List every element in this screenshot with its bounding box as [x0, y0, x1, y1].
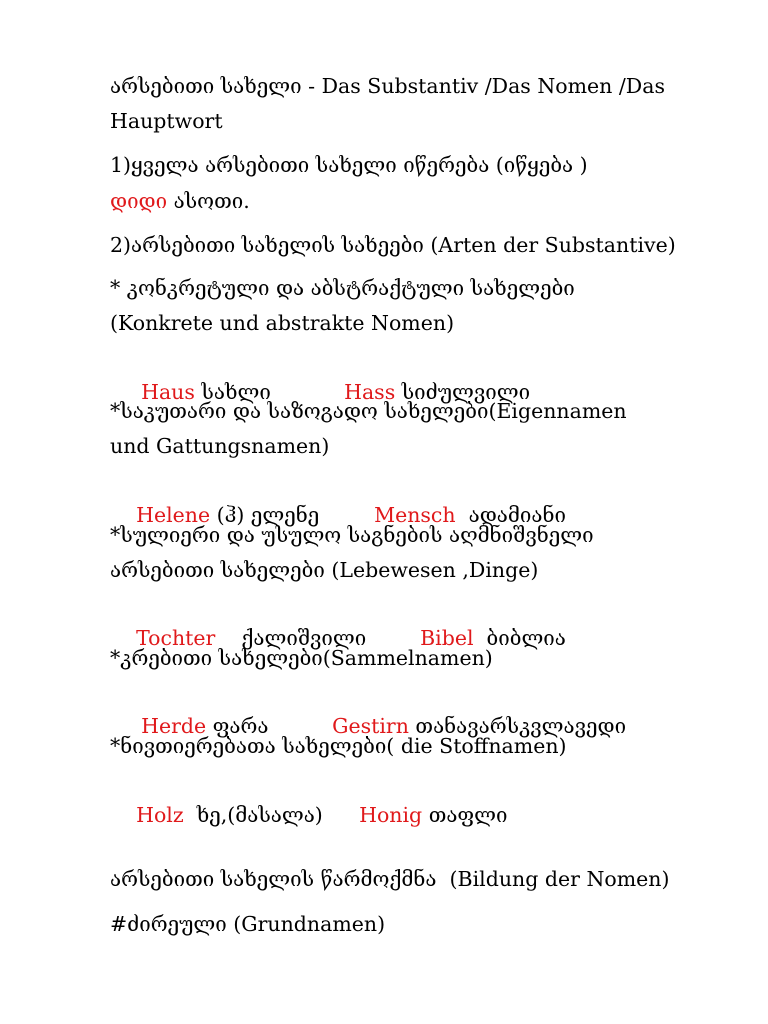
- rule-1-line-2: [110, 189, 250, 213]
- example-ka-word: (ჰ) ელენე: [210, 503, 320, 527]
- example-ka-word: ქალიშვილი: [215, 626, 367, 650]
- example-de-word: Holz: [136, 803, 184, 827]
- example-de-word: Tochter: [136, 626, 216, 650]
- section-heading: *კრებითი სახელები(Sammelnamen): [110, 646, 493, 670]
- example-row: [110, 779, 323, 851]
- example-ka-word: თაფლი: [422, 803, 508, 827]
- rule-1-rest: ასოთი.: [167, 189, 250, 213]
- rule-2-line: 2)არსებითი სახელის სახეები (Arten der Substantive): [110, 233, 676, 257]
- example-ka-word: სიძულვილი: [395, 380, 531, 404]
- section-heading-cont: (Konkrete und abstrakte Nomen): [110, 311, 455, 335]
- example-de-word: Hass: [344, 380, 396, 404]
- example-de-word: Helene: [136, 503, 211, 527]
- example-ka-word: თანავარსკვლავედი: [408, 714, 627, 738]
- example-de-word: Gestirn: [332, 714, 409, 738]
- example-ka-word: ადამიანი: [455, 503, 566, 527]
- example-ka-word: ბიბლია: [473, 626, 566, 650]
- example-ka-word: სახლი: [194, 380, 271, 404]
- example-de-word: Haus: [141, 380, 195, 404]
- example-de-word: Herde: [141, 714, 207, 738]
- example-row: [333, 779, 507, 851]
- example-de-word: Honig: [359, 803, 423, 827]
- section-heading: *ნივთიერებათა სახელები( die Stoffnamen): [110, 734, 567, 758]
- example-de-word: Bibel: [420, 626, 474, 650]
- section-heading: * კონკრეტული და აბსტრაქტული სახელები: [110, 276, 575, 300]
- section-heading: *სულიერი და უსულო საგნების აღმნიშვნელი: [110, 523, 594, 547]
- highlight-word: დიდი: [110, 189, 168, 213]
- section-heading-cont: und Gattungsnamen): [110, 434, 330, 458]
- example-de-word: Mensch: [374, 503, 456, 527]
- formation-heading: არსებითი სახელის წარმოქმნა (Bildung der Nomen): [110, 867, 670, 891]
- title-line-1: არსებითი სახელი - Das Substantiv /Das Nomen /Das: [110, 74, 665, 98]
- formation-subheading: #ძირეული (Grundnamen): [110, 912, 386, 936]
- rule-1-line-1: 1)ყველა არსებითი სახელი იწერება (იწყება ): [110, 153, 588, 177]
- section-heading-cont: არსებითი სახელები (Lebewesen ,Dinge): [110, 558, 539, 582]
- example-ka-word: ფარა: [206, 714, 269, 738]
- example-ka-word: ხე,(მასალა): [183, 803, 323, 827]
- title-line-2: Hauptwort: [110, 109, 223, 133]
- section-heading: *საკუთარი და საზოგადო სახელები(Eigennamen: [110, 399, 627, 423]
